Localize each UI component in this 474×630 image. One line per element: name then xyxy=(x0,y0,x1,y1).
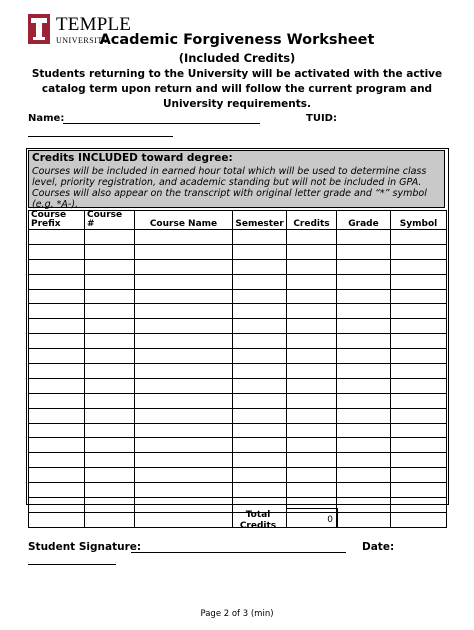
date-field[interactable] xyxy=(28,564,116,565)
table-cell[interactable] xyxy=(287,259,337,274)
table-cell[interactable] xyxy=(287,334,337,349)
table-row xyxy=(29,334,447,349)
table-cell[interactable] xyxy=(391,319,447,334)
table-cell[interactable] xyxy=(135,364,233,379)
table-cell[interactable] xyxy=(85,334,135,349)
table-cell[interactable] xyxy=(287,408,337,423)
table-cell[interactable] xyxy=(29,289,85,304)
table-cell[interactable] xyxy=(85,483,135,498)
table-cell[interactable] xyxy=(391,483,447,498)
table-cell[interactable] xyxy=(337,512,391,527)
table-cell[interactable] xyxy=(29,334,85,349)
table-cell[interactable] xyxy=(85,244,135,259)
table-cell[interactable] xyxy=(29,393,85,408)
table-cell[interactable] xyxy=(233,259,287,274)
table-cell[interactable] xyxy=(135,483,233,498)
table-header-row xyxy=(29,211,447,230)
table-cell[interactable] xyxy=(29,230,85,245)
credits-box-header xyxy=(28,150,445,208)
table-cell[interactable] xyxy=(85,498,135,513)
table-cell[interactable] xyxy=(233,393,287,408)
table-cell[interactable] xyxy=(233,378,287,393)
table-cell[interactable] xyxy=(233,438,287,453)
col-credits: Credits xyxy=(287,211,337,230)
table-cell[interactable] xyxy=(29,423,85,438)
table-cell[interactable] xyxy=(29,498,85,513)
table-cell[interactable] xyxy=(337,259,391,274)
table-cell[interactable] xyxy=(337,304,391,319)
name-field[interactable] xyxy=(63,123,260,124)
table-cell[interactable] xyxy=(233,423,287,438)
table-cell[interactable] xyxy=(29,378,85,393)
table-cell[interactable] xyxy=(337,453,391,468)
table-row xyxy=(29,230,447,245)
table-cell[interactable] xyxy=(135,259,233,274)
table-cell[interactable] xyxy=(287,423,337,438)
total-credits-value: 0 xyxy=(327,515,333,525)
table-cell[interactable] xyxy=(233,408,287,423)
table-cell[interactable] xyxy=(233,349,287,364)
table-cell[interactable] xyxy=(135,512,233,527)
table-cell[interactable] xyxy=(287,244,337,259)
table-cell[interactable] xyxy=(391,244,447,259)
table-cell[interactable] xyxy=(85,453,135,468)
table-cell[interactable] xyxy=(135,274,233,289)
table-cell[interactable] xyxy=(233,244,287,259)
table-cell[interactable] xyxy=(135,453,233,468)
table-cell[interactable] xyxy=(29,453,85,468)
table-cell[interactable] xyxy=(29,259,85,274)
table-cell[interactable] xyxy=(135,438,233,453)
table-cell[interactable] xyxy=(287,378,337,393)
col-grade: Grade xyxy=(337,211,391,230)
table-cell[interactable] xyxy=(391,349,447,364)
table-cell[interactable] xyxy=(85,468,135,483)
table-cell[interactable] xyxy=(391,274,447,289)
table-cell[interactable] xyxy=(85,393,135,408)
table-cell[interactable] xyxy=(287,468,337,483)
credits-box-title: Credits INCLUDED toward degree: xyxy=(32,152,233,164)
table-row xyxy=(29,289,447,304)
table-cell[interactable] xyxy=(391,334,447,349)
table-cell[interactable] xyxy=(135,468,233,483)
table-cell[interactable] xyxy=(29,512,85,527)
table-cell[interactable] xyxy=(337,483,391,498)
table-cell[interactable] xyxy=(287,304,337,319)
col-course-number: Course # xyxy=(85,211,135,230)
col-course-prefix: Course Prefix xyxy=(29,211,85,230)
logo-wordmark: TEMPLE xyxy=(56,14,132,35)
table-cell[interactable] xyxy=(337,393,391,408)
table-cell[interactable] xyxy=(337,364,391,379)
table-cell[interactable] xyxy=(135,498,233,513)
table-row xyxy=(29,304,447,319)
table-cell[interactable] xyxy=(233,364,287,379)
table-cell[interactable] xyxy=(287,289,337,304)
table-row xyxy=(29,378,447,393)
table-cell[interactable] xyxy=(233,453,287,468)
table-cell[interactable] xyxy=(391,498,447,513)
logo-subtext: UNIVERSITY xyxy=(56,36,109,45)
table-cell[interactable] xyxy=(29,483,85,498)
table-cell[interactable] xyxy=(29,468,85,483)
page-footer: Page 2 of 3 (min) xyxy=(200,609,274,619)
table-cell[interactable] xyxy=(85,274,135,289)
signature-label: Student Signature: xyxy=(28,541,142,553)
table-cell[interactable] xyxy=(391,512,447,527)
table-cell[interactable] xyxy=(391,438,447,453)
table-row xyxy=(29,438,447,453)
table-row xyxy=(29,408,447,423)
table-cell[interactable] xyxy=(233,483,287,498)
table-cell[interactable] xyxy=(391,468,447,483)
table-cell[interactable] xyxy=(29,364,85,379)
table-row xyxy=(29,453,447,468)
col-symbol: Symbol xyxy=(391,211,447,230)
table-cell[interactable] xyxy=(391,304,447,319)
table-cell[interactable] xyxy=(85,438,135,453)
table-cell[interactable] xyxy=(85,423,135,438)
table-cell[interactable] xyxy=(391,408,447,423)
intro-text: Students returning to the University will be activated with the active catalog term upon return and will follow the current program and University requirements. xyxy=(31,68,443,110)
table-cell[interactable] xyxy=(135,349,233,364)
table-cell[interactable] xyxy=(135,423,233,438)
table-cell[interactable] xyxy=(233,289,287,304)
table-cell[interactable] xyxy=(337,349,391,364)
table-cell[interactable] xyxy=(287,274,337,289)
table-cell[interactable] xyxy=(391,378,447,393)
table-cell[interactable] xyxy=(233,304,287,319)
table-cell[interactable] xyxy=(29,438,85,453)
table-cell[interactable] xyxy=(337,244,391,259)
table-cell[interactable] xyxy=(85,408,135,423)
table-cell[interactable] xyxy=(29,304,85,319)
table-cell[interactable] xyxy=(85,319,135,334)
total-credits-field[interactable] xyxy=(286,508,338,528)
table-cell[interactable] xyxy=(29,408,85,423)
table-cell[interactable] xyxy=(135,408,233,423)
table-cell[interactable] xyxy=(287,364,337,379)
table-cell[interactable] xyxy=(337,274,391,289)
table-row xyxy=(29,349,447,364)
table-cell[interactable] xyxy=(135,378,233,393)
table-row xyxy=(29,423,447,438)
table-cell[interactable] xyxy=(233,230,287,245)
table-cell[interactable] xyxy=(287,483,337,498)
table-cell[interactable] xyxy=(29,244,85,259)
table-cell[interactable] xyxy=(233,468,287,483)
table-row xyxy=(29,259,447,274)
table-row xyxy=(29,244,447,259)
tuid-label: TUID: xyxy=(306,113,337,124)
table-row xyxy=(29,274,447,289)
table-cell[interactable] xyxy=(337,438,391,453)
table-cell[interactable] xyxy=(233,319,287,334)
table-cell[interactable] xyxy=(287,438,337,453)
total-credits-label: Total Credits xyxy=(239,510,277,531)
table-cell[interactable] xyxy=(85,364,135,379)
courses-table xyxy=(28,210,447,528)
table-cell[interactable] xyxy=(337,230,391,245)
table-cell[interactable] xyxy=(337,423,391,438)
table-row xyxy=(29,483,447,498)
table-cell[interactable] xyxy=(337,289,391,304)
table-row xyxy=(29,468,447,483)
page-subtitle: (Included Credits) xyxy=(178,51,296,65)
signature-field[interactable] xyxy=(131,552,346,553)
table-cell[interactable] xyxy=(135,334,233,349)
table-cell[interactable] xyxy=(337,408,391,423)
table-cell[interactable] xyxy=(391,230,447,245)
date-label: Date: xyxy=(362,541,395,553)
table-cell[interactable] xyxy=(391,453,447,468)
table-cell[interactable] xyxy=(85,259,135,274)
tuid-field[interactable] xyxy=(28,136,173,137)
table-cell[interactable] xyxy=(391,259,447,274)
table-cell[interactable] xyxy=(135,393,233,408)
col-semester: Semester xyxy=(233,211,287,230)
table-cell[interactable] xyxy=(287,230,337,245)
table-cell[interactable] xyxy=(85,378,135,393)
table-cell[interactable] xyxy=(391,289,447,304)
table-cell[interactable] xyxy=(287,393,337,408)
table-cell[interactable] xyxy=(391,423,447,438)
table-cell[interactable] xyxy=(85,289,135,304)
table-cell[interactable] xyxy=(135,244,233,259)
table-cell[interactable] xyxy=(287,349,337,364)
table-cell[interactable] xyxy=(287,319,337,334)
table-cell[interactable] xyxy=(135,304,233,319)
table-cell[interactable] xyxy=(233,274,287,289)
table-cell[interactable] xyxy=(29,274,85,289)
table-cell[interactable] xyxy=(135,289,233,304)
table-row xyxy=(29,319,447,334)
table-cell[interactable] xyxy=(29,349,85,364)
table-cell[interactable] xyxy=(337,468,391,483)
page-title: Academic Forgiveness Worksheet xyxy=(99,32,375,48)
table-cell[interactable] xyxy=(233,334,287,349)
courses-table-body xyxy=(29,230,447,528)
table-cell[interactable] xyxy=(391,364,447,379)
credits-box-description: Courses will be included in earned hour total which will be used to determine class level, priority registration, and academic standing but will not be included in GPA. Courses will also appear on the transcript with original letter grade and “*” symbol (e.g. *A-). xyxy=(32,166,427,210)
table-cell[interactable] xyxy=(85,230,135,245)
name-label: Name: xyxy=(28,113,65,124)
table-cell[interactable] xyxy=(29,319,85,334)
table-cell[interactable] xyxy=(85,349,135,364)
table-cell[interactable] xyxy=(135,230,233,245)
table-cell[interactable] xyxy=(337,334,391,349)
table-row xyxy=(29,393,447,408)
table-cell[interactable] xyxy=(287,453,337,468)
table-cell[interactable] xyxy=(337,378,391,393)
table-cell[interactable] xyxy=(391,393,447,408)
table-row xyxy=(29,364,447,379)
table-cell[interactable] xyxy=(337,319,391,334)
table-cell[interactable] xyxy=(85,512,135,527)
table-cell[interactable] xyxy=(135,319,233,334)
table-cell[interactable] xyxy=(337,498,391,513)
col-course-name: Course Name xyxy=(135,211,233,230)
table-cell[interactable] xyxy=(85,304,135,319)
